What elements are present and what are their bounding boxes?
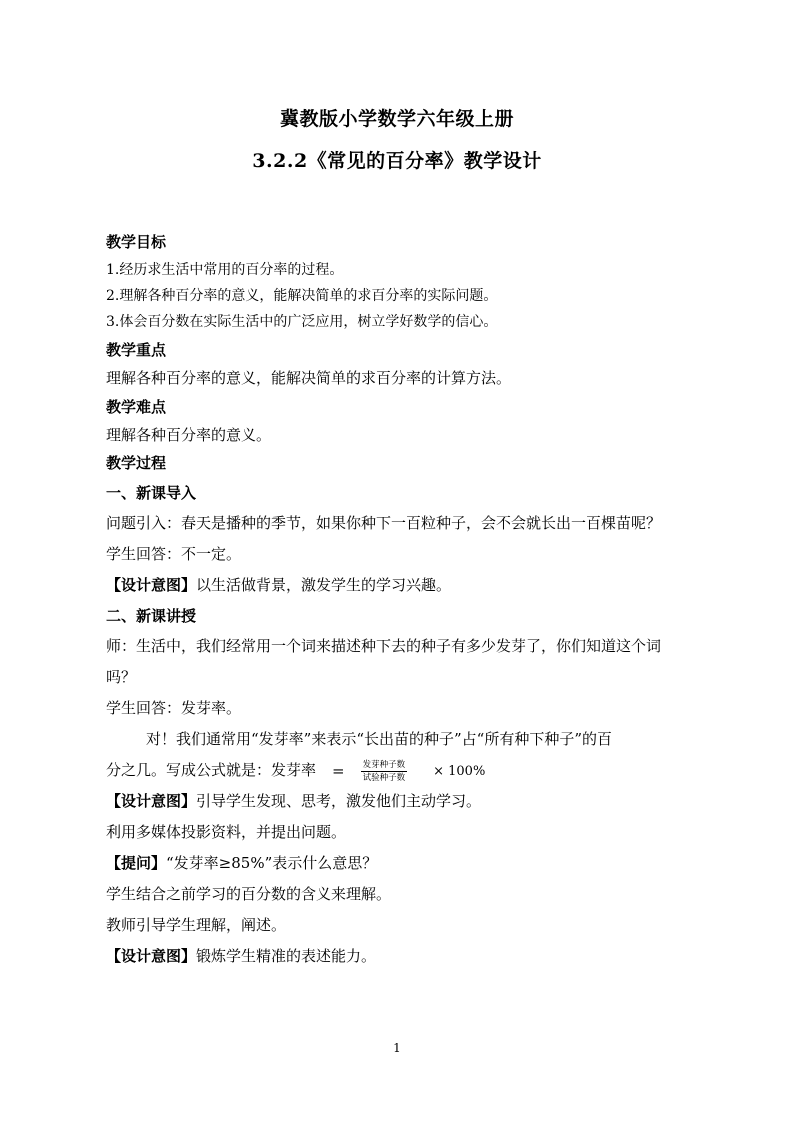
design-intent-text: 锻炼学生精准的表述能力。 bbox=[196, 947, 377, 965]
student-line: 学生结合之前学习的百分数的含义来理解。 bbox=[106, 885, 392, 903]
document-title: 冀教版小学数学六年级上册 bbox=[279, 108, 514, 130]
document-subtitle: 3.2.2《常见的百分率》教学设计 bbox=[252, 150, 542, 172]
student-reply: 学生回答：不一定。 bbox=[106, 545, 242, 563]
media-line: 利用多媒体投影资料，并提出问题。 bbox=[106, 823, 347, 841]
document-body bbox=[106, 227, 696, 972]
teacher-line-cont: 吗？ bbox=[106, 668, 137, 686]
design-intent-text: 以生活做背景，激发学生的学习兴趣。 bbox=[196, 576, 452, 594]
question-text: “发芽率≥85%”表示什么意思？ bbox=[166, 854, 378, 872]
part1-heading: 一、新课导入 bbox=[106, 484, 197, 502]
formula-equals: = bbox=[332, 761, 345, 780]
design-intent-label: 【设计意图】 bbox=[106, 792, 197, 810]
teacher-line: 师：生活中，我们经常用一个词来描述种下去的种子有多少发芽了，你们知道这个词 bbox=[106, 637, 662, 655]
student-answer: 学生回答：发芽率。 bbox=[106, 699, 242, 717]
key-heading: 教学重点 bbox=[106, 341, 167, 359]
explain-line: 对！我们通常用“发芽率”来表示“长出苗的种子”占“所有种下种子”的百 bbox=[146, 730, 613, 748]
process-heading: 教学过程 bbox=[106, 454, 167, 472]
question-label: 【提问】 bbox=[106, 854, 167, 872]
teacher-guide: 教师引导学生理解，阐述。 bbox=[106, 916, 287, 934]
formula-times: × 100% bbox=[433, 763, 486, 779]
key-text: 理解各种百分率的意义，能解决简单的求百分率的计算方法。 bbox=[106, 369, 512, 387]
germination-formula bbox=[318, 756, 485, 787]
goal-item: 2.理解各种百分率的意义，能解决简单的求百分率的实际问题。 bbox=[106, 288, 498, 304]
formula-line bbox=[106, 755, 696, 786]
goals-heading: 教学目标 bbox=[106, 233, 167, 251]
design-intent-label: 【设计意图】 bbox=[106, 947, 197, 965]
goal-item: 1.经历求生活中常用的百分率的过程。 bbox=[106, 262, 344, 278]
formula-numerator: 发芽种子数 bbox=[362, 759, 406, 770]
question-line bbox=[106, 848, 696, 879]
part2-heading: 二、新课讲授 bbox=[106, 607, 197, 625]
difficulty-heading: 教学难点 bbox=[106, 397, 167, 416]
formula-denominator: 试验种子数 bbox=[362, 772, 406, 783]
design-intent-1 bbox=[106, 570, 696, 601]
question-intro: 问题引入：春天是播种的季节，如果你种下一百粒种子，会不会就长出一百棵苗呢？ bbox=[106, 514, 662, 532]
page-number: 1 bbox=[393, 1041, 401, 1055]
difficulty-text: 理解各种百分率的意义。 bbox=[106, 425, 272, 444]
goal-item: 3.体会百分数在实际生活中的广泛应用，树立学好数学的信心。 bbox=[106, 314, 498, 330]
design-intent-label: 【设计意图】 bbox=[106, 576, 197, 594]
design-intent-2 bbox=[106, 786, 696, 817]
design-intent-text: 引导学生发现、思考，激发他们主动学习。 bbox=[196, 792, 482, 810]
formula-fraction bbox=[361, 760, 408, 783]
design-intent-3 bbox=[106, 941, 696, 972]
formula-prefix: 分之几。写成公式就是：发芽率 bbox=[106, 761, 317, 779]
